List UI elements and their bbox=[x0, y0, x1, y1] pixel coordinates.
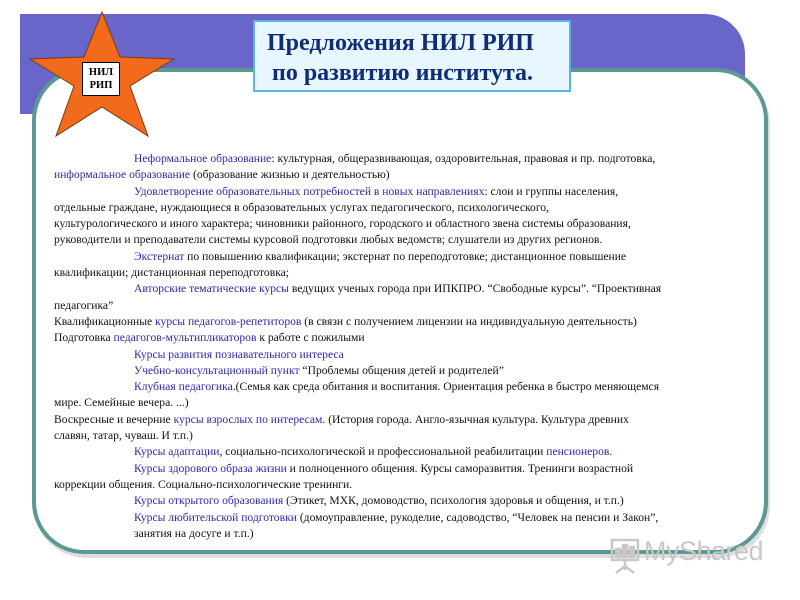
highlight-term: курсы педагогов-репетиторов bbox=[155, 314, 302, 328]
highlight-term: Авторские тематические курсы bbox=[134, 282, 289, 296]
highlight-term: пенсионеров bbox=[546, 445, 610, 459]
badge-line-1: НИЛ bbox=[88, 67, 114, 78]
text-span: . bbox=[609, 445, 613, 459]
title-line-1: Предложения НИЛ РИП bbox=[267, 30, 534, 56]
text-span: к работе с пожилыми bbox=[256, 331, 365, 345]
text-line bbox=[54, 428, 748, 444]
text-span: . (История города. Англо-язычная культура. Культура древних bbox=[322, 412, 629, 426]
text-span: квалификации; дистанционная переподготовка; bbox=[54, 266, 290, 280]
text-span: : слои и группы населения, bbox=[484, 184, 619, 198]
text-span: “Проблемы общения детей и родителей” bbox=[299, 363, 504, 377]
badge-line-2: РИП bbox=[89, 80, 113, 91]
highlight-term: Экстернат bbox=[134, 249, 185, 263]
text-line bbox=[54, 298, 748, 314]
text-span: Подготовка bbox=[54, 331, 114, 345]
highlight-term: информальное образование bbox=[54, 168, 191, 182]
highlight-term: Удовлетворение образовательных потребностей в новых направлениях bbox=[134, 184, 485, 198]
text-line bbox=[54, 167, 748, 183]
text-span: (Этикет, МХК, домоводство, психология здоровья и общения, и т.п.) bbox=[283, 494, 624, 508]
text-line bbox=[54, 477, 748, 493]
text-line bbox=[54, 151, 748, 167]
proposals-text bbox=[54, 151, 748, 542]
text-line bbox=[54, 395, 748, 411]
highlight-term: курсы взрослых по интересам bbox=[173, 412, 323, 426]
text-span: по повышению квалификации; экстернат по переподготовке; дистанционное повышение bbox=[184, 249, 627, 263]
text-line bbox=[54, 412, 748, 428]
text-line bbox=[54, 314, 748, 330]
text-line bbox=[54, 200, 748, 216]
text-line bbox=[54, 461, 748, 477]
text-span: и полноценного общения. Курсы саморазвития. Тренинги возрастной bbox=[286, 461, 634, 475]
text-span: .(Семья как среда обитания и воспитания. Ориентация ребенка в быстро меняющемся bbox=[232, 380, 660, 394]
text-span: (домоуправление, рукоделие, садоводство, “Человек на пенсии и Закон”, bbox=[296, 510, 659, 524]
text-line bbox=[54, 232, 748, 248]
text-line bbox=[54, 249, 748, 265]
text-span: Воскресные и вечерние bbox=[54, 412, 174, 426]
badge-nil-rip bbox=[82, 62, 120, 96]
text-span: руководители и преподаватели системы курсовой подготовки любых ведомств; слушатели из других регионов. bbox=[54, 233, 603, 247]
highlight-term: Курсы адаптации bbox=[134, 445, 220, 459]
text-line bbox=[54, 330, 748, 346]
text-span: Квалификационные bbox=[54, 314, 156, 328]
text-line bbox=[54, 265, 748, 281]
text-line bbox=[54, 510, 748, 526]
highlight-term: Неформальное образование bbox=[134, 152, 272, 165]
text-line bbox=[54, 347, 748, 363]
text-span: : культурная, общеразвивающая, оздоровительная, правовая и пр. подготовка, bbox=[271, 152, 656, 165]
highlight-term: Курсы здорового образа жизни bbox=[134, 461, 287, 475]
highlight-term: Курсы развития познавательного интереса bbox=[134, 347, 344, 361]
page-title bbox=[253, 20, 571, 92]
text-line bbox=[54, 363, 748, 379]
watermark-text: MyShared bbox=[644, 536, 764, 566]
highlight-term: Курсы любительской подготовки bbox=[134, 510, 297, 524]
highlight-term: Клубная педагогика bbox=[134, 380, 233, 394]
presentation-board-icon bbox=[612, 540, 638, 573]
highlight-term: Учебно-консультационный пункт bbox=[134, 363, 300, 377]
text-line bbox=[54, 444, 748, 460]
text-span: ведущих ученых города при ИПКПРО. “Свободные курсы”. “Проективная bbox=[288, 282, 662, 296]
text-line bbox=[54, 493, 748, 509]
text-span: славян, татар, чуваш. И т.п.) bbox=[54, 429, 193, 443]
highlight-term: Курсы открытого образования bbox=[134, 494, 284, 508]
title-line-2: по развитию института. bbox=[272, 60, 534, 86]
text-line bbox=[54, 379, 748, 395]
text-span: занятия на досуге и т.п.) bbox=[134, 526, 254, 540]
text-line bbox=[54, 184, 748, 200]
text-span: мире. Семейные вечера. ...) bbox=[54, 396, 189, 410]
highlight-term: педагогов-мультипликаторов bbox=[113, 331, 257, 345]
text-span: культурологического и иного характера; чиновники районного, городского и областного звена системы образования, bbox=[54, 217, 631, 231]
text-span: (в связи с получением лицензии на индивидуальную деятельность) bbox=[301, 314, 637, 328]
text-span: (образование жизнью и деятельностью) bbox=[190, 168, 390, 182]
text-line bbox=[54, 216, 748, 232]
text-span: педагогика” bbox=[54, 298, 114, 312]
text-line bbox=[54, 281, 748, 297]
text-span: коррекции общения. Социально-психологические тренинги. bbox=[54, 477, 353, 491]
text-span: , социально-психологической и профессиональной реабилитации bbox=[219, 445, 547, 459]
text-span: отдельные граждане, нуждающиеся в образовательных услугах педагогического, психологического, bbox=[54, 200, 549, 214]
